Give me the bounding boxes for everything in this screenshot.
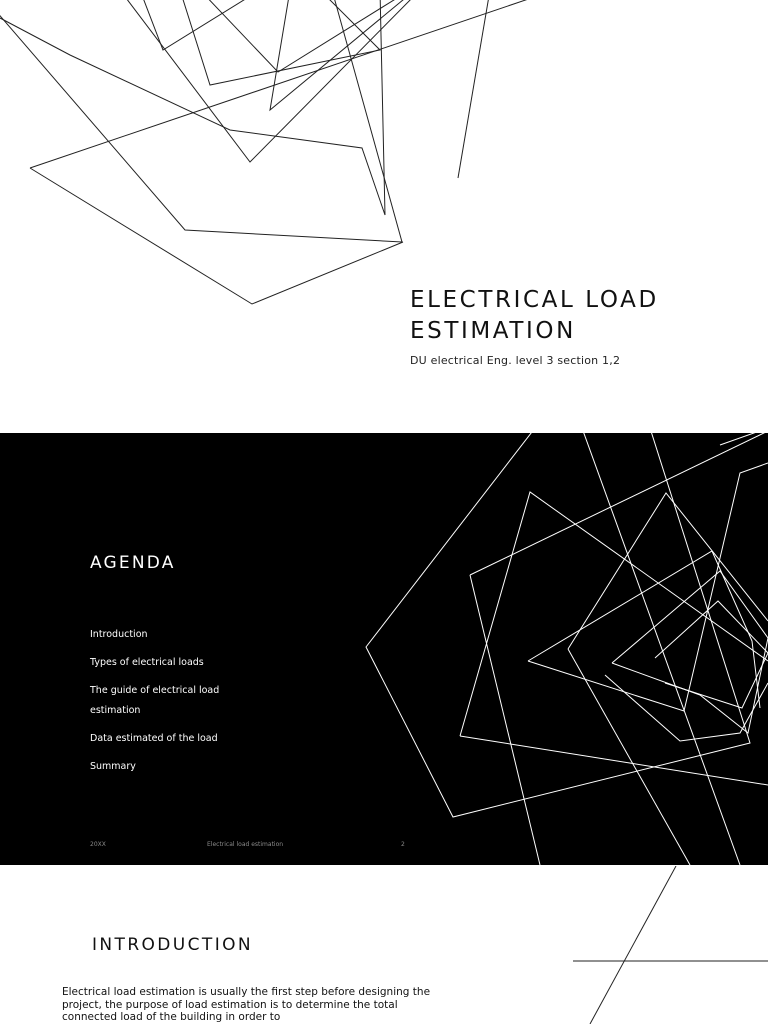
introduction-heading: INTRODUCTION (92, 935, 254, 955)
agenda-item: The guide of electrical load estimation (90, 685, 220, 716)
title-slide (0, 0, 768, 432)
title-line-2: ESTIMATION (410, 318, 576, 344)
agenda-item: Summary (90, 761, 136, 772)
introduction-body-text: Electrical load estimation is usually the first step before designing the project, the purpose of load estimation is to determine the total connected load of the building in order to (62, 986, 431, 1023)
agenda-item: Types of electrical loads (90, 657, 204, 668)
presentation-subtitle: DU electrical Eng. level 3 section 1,2 (410, 354, 621, 367)
geometric-line-art (0, 0, 768, 432)
footer-page-number: 2 (401, 841, 405, 848)
footer-presentation-name: Electrical load estimation (207, 841, 284, 848)
agenda-slide (0, 433, 768, 865)
presentation-title (410, 285, 750, 347)
agenda-item: Data estimated of the load (90, 733, 218, 744)
title-line-1: ELECTRICAL LOAD (410, 287, 659, 313)
footer-year: 20XX (90, 841, 106, 848)
agenda-list (90, 625, 265, 785)
agenda-item: Introduction (90, 629, 148, 640)
agenda-heading: AGENDA (90, 553, 176, 573)
introduction-slide (0, 866, 768, 1024)
